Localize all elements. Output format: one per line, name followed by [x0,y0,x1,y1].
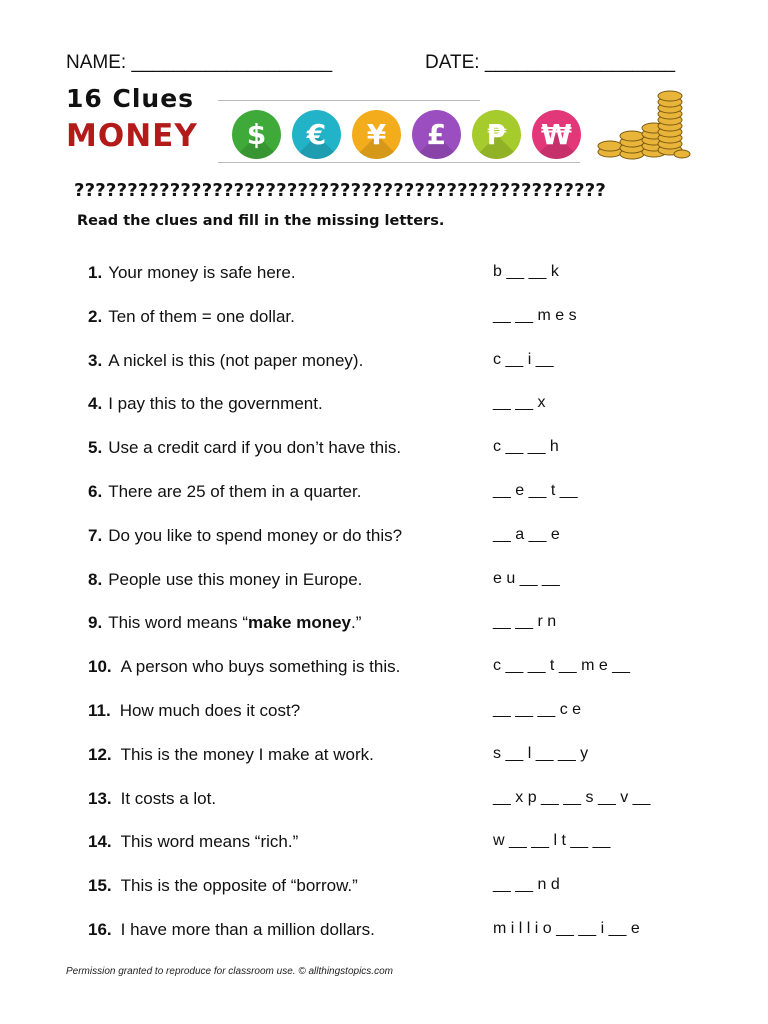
clue-number: 7. [88,525,103,545]
coin-symbol: € [306,118,327,151]
currency-coin-row [232,110,581,159]
clue-text: Ten of them = one dollar. [108,306,295,326]
answer-blank: w __ __ l t __ __ [493,832,611,850]
clue-text: This word means “rich.” [120,832,299,852]
clue-text-part: .” [351,613,362,633]
question-mark-row: ?????????????????????????????????????????????????? [74,180,607,201]
clue-number: 5. [88,438,103,458]
clue-number: 11. [88,701,111,720]
clue-text: A person who buys something is this. [120,657,401,677]
clue-row [88,570,688,594]
answer-blank: __ __ r n [493,613,557,631]
clue-row [88,613,688,637]
answer-blank: __ x p __ __ s __ v __ [493,788,651,806]
header-rule-bottom [218,162,580,163]
coin-symbol: £ [426,118,447,151]
clue-text: Your money is safe here. [108,263,296,282]
clue-row [88,745,688,769]
answer-blank: c __ __ h [493,438,559,456]
clue-text: This is the opposite of “borrow.” [120,876,358,896]
dollar-coin-icon [232,110,281,159]
name-field: NAME: ___________________ [66,52,333,73]
answer-blank: __ __ m e s [493,306,577,324]
clue-number: 13. [88,788,112,808]
date-field: DATE: __________________ [425,52,676,73]
answer-blank: __ __ n d [493,876,560,894]
clue-text: How much does it cost? [119,701,301,720]
clue-text: People use this money in Europe. [108,569,363,589]
peso-coin-icon [472,110,521,159]
clue-text: This is the money I make at work. [120,744,374,764]
answer-blank: m i l l i o __ __ i __ e [493,920,640,937]
clue-row [88,657,688,681]
clue-row [88,351,688,375]
clue-text: There are 25 of them in a quarter. [108,482,362,501]
answer-blank: __ __ x [493,394,546,412]
clue-text-emphasis: make money [248,613,352,633]
clue-number: 1. [88,263,103,282]
answer-blank: __ e __ t __ [493,482,578,499]
clue-row [88,789,688,813]
clue-row [88,701,688,725]
clue-number: 6. [88,482,103,501]
coin-symbol: ₱ [486,118,507,151]
clue-number: 2. [88,306,103,326]
clue-number: 4. [88,394,103,414]
clue-text-part: This word means “ [108,613,249,633]
clue-text: Use a credit card if you don’t have this. [108,438,402,458]
clue-row [88,832,688,856]
clue-number: 12. [88,744,112,764]
clue-number: 16. [88,920,112,939]
answer-blank: c __ i __ [493,350,554,368]
clue-row [88,307,688,331]
yen-coin-icon [352,110,401,159]
clue-row [88,438,688,462]
answer-blank: __ a __ e [493,525,560,543]
instructions: Read the clues and fill in the missing letters. [77,213,445,229]
clue-row [88,526,688,550]
euro-coin-icon [292,110,341,159]
pound-coin-icon [412,110,461,159]
answer-blank: e u __ __ [493,569,560,587]
clue-number: 14. [88,832,112,852]
answer-blank: c __ __ t __ m e __ [493,657,630,675]
answer-blank: b __ __ k [493,263,559,280]
clue-text [108,613,361,632]
clue-row [88,394,688,418]
clue-text: A nickel is this (not paper money). [108,350,364,370]
header-rule-top [218,100,480,101]
coin-symbol: ₩ [541,118,572,151]
clue-text: Do you like to spend money or do this? [108,525,403,545]
clue-row [88,920,688,944]
answer-blank: s __ l __ __ y [493,744,589,762]
clue-number: 3. [88,350,103,370]
clue-text: I have more than a million dollars. [120,920,375,939]
footer-permission: Permission granted to reproduce for classroom use. © allthingstopics.com [66,966,393,977]
clue-number: 8. [88,569,103,589]
coin-symbol: $ [246,118,267,151]
clue-row [88,876,688,900]
clue-row [88,263,688,287]
clue-text: I pay this to the government. [108,394,323,414]
answer-blank: __ __ __ c e [493,701,582,718]
title-topic: MONEY [66,118,198,154]
clue-text: It costs a lot. [120,788,217,808]
title-count: 16 Clues [66,84,195,113]
clue-number: 9. [88,613,103,633]
coin-symbol: ¥ [366,118,387,151]
clue-row [88,482,688,506]
coin-stack-icon [596,88,692,164]
won-coin-icon [532,110,581,159]
clue-number: 10. [88,657,112,677]
clue-number: 15. [88,876,112,896]
